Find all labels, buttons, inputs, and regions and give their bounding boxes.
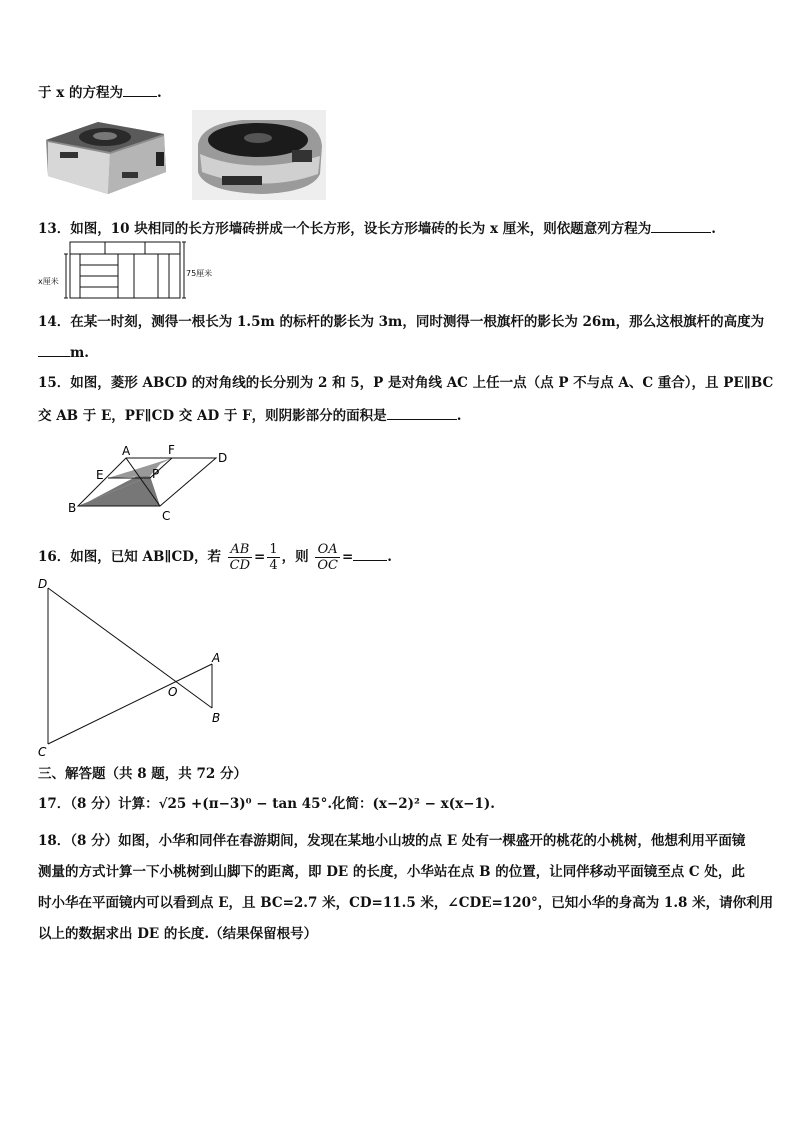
q15-label-p: P xyxy=(152,467,160,481)
q14-answer-blank xyxy=(38,342,70,357)
robot-photo-right xyxy=(192,110,326,200)
q12-tail-text: 于 x 的方程为 xyxy=(38,85,123,101)
q16-label-a: A xyxy=(212,651,221,665)
q15-line2 xyxy=(38,405,461,426)
q18-line2: 测量的方式计算一下小桃树到山脚下的距离，即 DE 的长度，小华站在点 B 的位置，让同伴移动平面镜至点 C 处，此 xyxy=(38,864,745,880)
q17-line: 17．（8 分）计算：√25 +(π−3)⁰ − tan 45°.化简：(x−2)² − x(x−1). xyxy=(38,796,495,812)
q18-line4: 以上的数据求出 DE 的长度.（结果保留根号） xyxy=(38,926,318,942)
q15-label-e: E xyxy=(96,468,104,482)
q15-line1: 15．如图，菱形 ABCD 的对角线的长分别为 2 和 5，P 是对角线 AC 上任一点（点 P 不与点 A、C 重合），且 PE∥BC xyxy=(38,375,774,391)
q16-line xyxy=(38,538,392,576)
q16-end: . xyxy=(387,549,392,565)
q16-segment-db xyxy=(48,588,212,708)
q16-label-d: D xyxy=(38,577,48,591)
q12-tail-line xyxy=(38,82,162,103)
q16-frac3-num: OA xyxy=(315,542,340,558)
q16-frac1-den: CD xyxy=(229,558,251,573)
q12-answer-blank xyxy=(123,82,157,97)
q16-frac2-num: 1 xyxy=(269,542,278,557)
q15-label-c: C xyxy=(162,509,171,523)
q16-eq2: = xyxy=(341,549,354,565)
q13-answer-blank xyxy=(651,218,711,233)
q15-answer-blank xyxy=(387,405,457,420)
q15-label-f: F xyxy=(168,443,175,457)
q13-line xyxy=(38,218,716,239)
q13-left-label: x厘米 xyxy=(38,277,59,286)
q16-label-b: B xyxy=(212,711,221,725)
q16-frac-oa-oc xyxy=(315,542,340,573)
q16-prefix: 16．如图，已知 AB∥CD，若 xyxy=(38,549,221,565)
q15-shade-upper xyxy=(108,458,172,478)
q13-right-label: 75厘米 xyxy=(186,269,213,278)
q14-end: m. xyxy=(70,345,89,361)
q14-line2 xyxy=(38,342,89,363)
q16-frac1-num: AB xyxy=(228,542,252,558)
q16-label-o: O xyxy=(168,685,178,699)
q18-line3: 时小华在平面镜内可以看到点 E，且 BC=2.7 米，CD=11.5 米，∠CDE=120°，已知小华的身高为 1.8 米，请你利用 xyxy=(38,895,774,911)
robot-photo-left xyxy=(38,112,172,200)
q16-frac3-den: OC xyxy=(317,558,338,573)
q16-frac-1-4 xyxy=(267,542,279,573)
q13-brick-figure xyxy=(38,238,213,302)
q16-triangle-figure xyxy=(34,576,234,760)
q15-shade-lower2 xyxy=(78,476,160,506)
q14-line1: 14．在某一时刻，测得一根长为 1.5m 的标杆的影长为 3m，同时测得一根旗杆的影长为 26m，那么这根旗杆的高度为 xyxy=(38,314,765,330)
q16-answer-blank xyxy=(353,546,387,561)
q15-line2-text: 交 AB 于 E，PF∥CD 交 AD 于 F，则阴影部分的面积是 xyxy=(38,408,387,424)
q16-eq1: = xyxy=(254,549,266,565)
section3-heading: 三、解答题（共 8 题，共 72 分） xyxy=(38,766,247,782)
q15-label-b: B xyxy=(68,501,77,515)
q15-label-d: D xyxy=(218,451,228,465)
q13-text: 13．如图，10 块相同的长方形墙砖拼成一个长方形，设长方形墙砖的长为 x 厘米，则依题意列方程为 xyxy=(38,221,652,237)
q16-mid: ，则 xyxy=(281,549,309,565)
q16-frac2-den: 4 xyxy=(269,558,278,573)
q12-tail-end: . xyxy=(156,85,162,101)
q13-end: . xyxy=(711,221,716,237)
q16-frac-ab-cd xyxy=(228,542,252,573)
q18-line1: 18．（8 分）如图，小华和同伴在春游期间，发现在某地小山坡的点 E 处有一棵盛开的桃花的小桃树，他想利用平面镜 xyxy=(38,833,746,849)
q15-label-a: A xyxy=(122,444,131,458)
q15-rhombus-figure xyxy=(60,438,240,526)
q16-label-c: C xyxy=(38,745,47,759)
q15-end: . xyxy=(456,408,462,424)
q16-segment-ca xyxy=(48,664,212,744)
